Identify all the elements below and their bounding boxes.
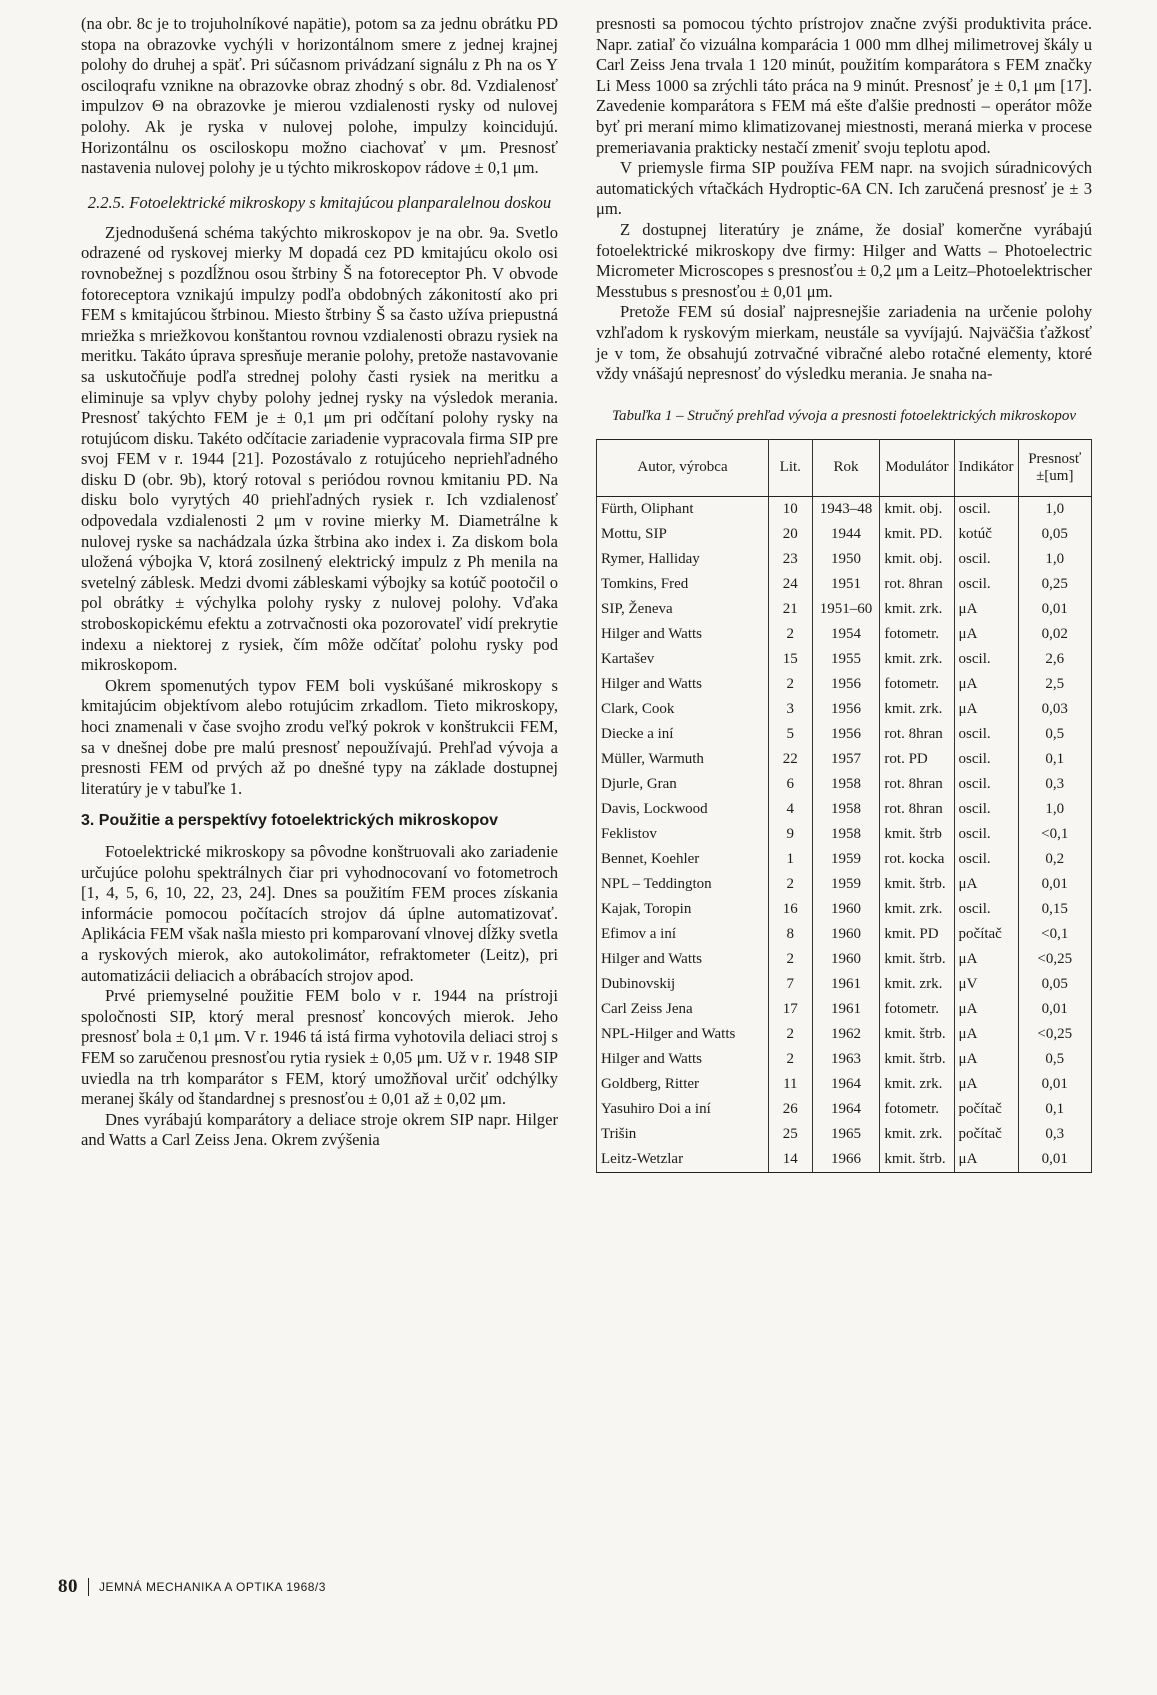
table-row — [597, 572, 1092, 597]
table-cell: Hilger and Watts — [597, 1047, 769, 1072]
table-cell: μA — [954, 1147, 1018, 1173]
section-title: 2.2.5. Fotoelektrické mikroskopy s kmitajúcou planparalelnou doskou — [87, 192, 552, 212]
table-cell: oscil. — [954, 797, 1018, 822]
table-cell: Hilger and Watts — [597, 672, 769, 697]
column-header: Modulátor — [880, 439, 954, 496]
table-cell: 1,0 — [1018, 547, 1091, 572]
table-cell: μA — [954, 1022, 1018, 1047]
table-cell: 1951 — [812, 572, 880, 597]
table-cell: kmit. zrk. — [880, 897, 954, 922]
table-cell: kmit. zrk. — [880, 647, 954, 672]
table-cell: 2 — [769, 622, 813, 647]
paragraph: Prvé priemyselné použitie FEM bolo v r. 1944 na prístroji spoločnosti SIP, ktorý meral presnosť koncových mierok. Jeho presnosť bola ± 0,1 μm. V r. 1946 tá istá firma vyhotovila deliaci stroj s FEM so zaručenou presnosťou rytia rysiek ± 0,05 μm. Už v r. 1948 SIP uviedla na trh komparátor s FEM, ktorý umožňoval určiť odchýlky meranej škály od štandardnej s presnosťou ± 0,01 až ± 0,02 μm. — [81, 986, 558, 1109]
table-cell: Müller, Warmuth — [597, 747, 769, 772]
table-cell: kmit. obj. — [880, 547, 954, 572]
table-cell: 1966 — [812, 1147, 880, 1173]
table-cell: μA — [954, 622, 1018, 647]
table-cell: Djurle, Gran — [597, 772, 769, 797]
table-cell: 1 — [769, 847, 813, 872]
table-cell: kmit. obj. — [880, 496, 954, 522]
table-cell: kmit. štrb. — [880, 1147, 954, 1173]
table-cell: rot. 8hran — [880, 572, 954, 597]
paragraph: V priemysle firma SIP používa FEM napr. na svojich súradnicových automatických vŕtačkách Hydroptic-6A CN. Ich zaručená presnosť je ± 3 μm. — [596, 158, 1092, 219]
table-cell: 0,1 — [1018, 747, 1091, 772]
table-cell: počítač — [954, 922, 1018, 947]
table-cell: 17 — [769, 997, 813, 1022]
column-header: Presnosť ±[um] — [1018, 439, 1091, 496]
table-cell: fotometr. — [880, 997, 954, 1022]
table-body — [597, 496, 1092, 1172]
table-cell: 1960 — [812, 897, 880, 922]
table-cell: Mottu, SIP — [597, 522, 769, 547]
table-caption: Tabuľka 1 – Stručný prehľad vývoja a presnosti fotoelektrických mikroskopov — [611, 407, 1076, 424]
table-cell: rot. 8hran — [880, 772, 954, 797]
table-cell: kmit. štrb. — [880, 947, 954, 972]
table-cell: 2,5 — [1018, 672, 1091, 697]
table-cell: rot. 8hran — [880, 797, 954, 822]
paragraph: Z dostupnej literatúry je známe, že dosiaľ komerčne vyrábajú fotoelektrické mikroskopy dve firmy: Hilger and Watts – Photoelectric Micrometer Microscopes s presnosťou ± 0,2 μm a Leitz–Photoelektrischer Messtubus s presnosťou ± 0,01 μm. — [596, 219, 1092, 301]
table-cell: 0,03 — [1018, 697, 1091, 722]
table-cell: oscil. — [954, 572, 1018, 597]
table-cell: NPL-Hilger and Watts — [597, 1022, 769, 1047]
table-cell: 0,15 — [1018, 897, 1091, 922]
table-cell: Davis, Lockwood — [597, 797, 769, 822]
table-cell: 1956 — [812, 672, 880, 697]
table-cell: 24 — [769, 572, 813, 597]
table-cell: NPL – Teddington — [597, 872, 769, 897]
table-cell: 22 — [769, 747, 813, 772]
table-cell: 0,05 — [1018, 522, 1091, 547]
table-cell: 14 — [769, 1147, 813, 1173]
table-cell: Clark, Cook — [597, 697, 769, 722]
table-cell: oscil. — [954, 897, 1018, 922]
table-cell: kmit. zrk. — [880, 972, 954, 997]
table-cell: oscil. — [954, 647, 1018, 672]
table-cell: <0,1 — [1018, 922, 1091, 947]
table-cell: μA — [954, 672, 1018, 697]
paragraph: Dnes vyrábajú komparátory a deliace stroje okrem SIP napr. Hilger and Watts a Carl Zeiss Jena. Okrem zvýšenia — [81, 1109, 558, 1150]
table-cell: μA — [954, 947, 1018, 972]
table-row — [597, 697, 1092, 722]
table-row — [597, 947, 1092, 972]
table-cell: kmit. zrk. — [880, 697, 954, 722]
table-cell: 20 — [769, 522, 813, 547]
table-cell: 1960 — [812, 947, 880, 972]
table-cell: 2,6 — [1018, 647, 1091, 672]
table-cell: 8 — [769, 922, 813, 947]
table-cell: 1955 — [812, 647, 880, 672]
table-cell: 2 — [769, 1047, 813, 1072]
right-column — [596, 14, 1092, 1173]
table-header-row — [597, 439, 1092, 496]
table-cell: Leitz-Wetzlar — [597, 1147, 769, 1173]
table-cell: 1,0 — [1018, 797, 1091, 822]
column-header: Indikátor — [954, 439, 1018, 496]
table-cell: 1962 — [812, 1022, 880, 1047]
table-row — [597, 672, 1092, 697]
table-cell: 1951–60 — [812, 597, 880, 622]
table-row — [597, 522, 1092, 547]
table-cell: oscil. — [954, 496, 1018, 522]
table-cell: 0,3 — [1018, 772, 1091, 797]
column-header: Lit. — [769, 439, 813, 496]
section-heading: 3. Použitie a perspektívy fotoelektrických mikroskopov — [81, 812, 499, 830]
table-cell: 0,02 — [1018, 622, 1091, 647]
table-cell: Kartašev — [597, 647, 769, 672]
column-header: Rok — [812, 439, 880, 496]
table-cell: 0,01 — [1018, 597, 1091, 622]
table-cell: 1944 — [812, 522, 880, 547]
table-cell: 1958 — [812, 772, 880, 797]
table-cell: <0,25 — [1018, 1022, 1091, 1047]
table-cell: μA — [954, 597, 1018, 622]
table-cell: μA — [954, 1047, 1018, 1072]
left-column — [81, 14, 558, 1151]
table-cell: Tomkins, Fred — [597, 572, 769, 597]
table-cell: oscil. — [954, 772, 1018, 797]
table-cell: Yasuhiro Doi a iní — [597, 1097, 769, 1122]
table-row — [597, 597, 1092, 622]
table-cell: 1958 — [812, 797, 880, 822]
table-cell: počítač — [954, 1097, 1018, 1122]
footer-divider — [88, 1578, 89, 1596]
table-row — [597, 1072, 1092, 1097]
table-row — [597, 1047, 1092, 1072]
table-cell: Goldberg, Ritter — [597, 1072, 769, 1097]
table-cell: oscil. — [954, 822, 1018, 847]
table-cell: 11 — [769, 1072, 813, 1097]
table-cell: rot. PD — [880, 747, 954, 772]
table-cell: kmit. zrk. — [880, 1072, 954, 1097]
table-cell: 0,25 — [1018, 572, 1091, 597]
page-number: 80 — [58, 1576, 78, 1597]
table-cell: Kajak, Toropin — [597, 897, 769, 922]
table-cell: 16 — [769, 897, 813, 922]
table-cell: kmit. štrb — [880, 822, 954, 847]
table-cell: kmit. PD — [880, 922, 954, 947]
table-cell: 25 — [769, 1122, 813, 1147]
table-cell: 1964 — [812, 1072, 880, 1097]
table-row — [597, 1097, 1092, 1122]
table-cell: 15 — [769, 647, 813, 672]
table-cell: 1956 — [812, 722, 880, 747]
table-cell: Carl Zeiss Jena — [597, 997, 769, 1022]
table-cell: 2 — [769, 1022, 813, 1047]
overview-table — [596, 439, 1092, 1173]
table-cell: 9 — [769, 822, 813, 847]
table-cell: μA — [954, 872, 1018, 897]
table-cell: μA — [954, 1072, 1018, 1097]
table-row — [597, 772, 1092, 797]
column-header: Autor, výrobca — [597, 439, 769, 496]
paragraph: presnosti sa pomocou týchto prístrojov značne zvýši produktivita práce. Napr. zatiaľ čo vizuálna komparácia 1 000 mm dlhej milimetrovej škály u Carl Zeiss Jena trvala 1 120 minút, použitím komparátora s FEM značky Li Mess 1000 sa zrýchli táto práca na 9 minút. Presnosť je ± 0,1 μm [17]. Zavedenie komparátora s FEM má ešte ďalšie prednosti – operátor môže byť pri meraní mimo klimatizovanej miestnosti, meraná mierka v procese premeriavania prakticky nestačí zmeniť svoju teplotu apod. — [596, 14, 1092, 157]
table-cell: kmit. zrk. — [880, 597, 954, 622]
table-cell: μV — [954, 972, 1018, 997]
table-cell: oscil. — [954, 847, 1018, 872]
table-cell: 0,01 — [1018, 1147, 1091, 1173]
table-cell: 1,0 — [1018, 496, 1091, 522]
table-cell: 1961 — [812, 997, 880, 1022]
table-cell: Dubinovskij — [597, 972, 769, 997]
table-row — [597, 822, 1092, 847]
table-cell: 7 — [769, 972, 813, 997]
table-cell: fotometr. — [880, 1097, 954, 1122]
table-cell: oscil. — [954, 722, 1018, 747]
table-cell: kmit. štrb. — [880, 872, 954, 897]
table-cell: Rymer, Halliday — [597, 547, 769, 572]
table-cell: počítač — [954, 1122, 1018, 1147]
table-cell: 0,5 — [1018, 1047, 1091, 1072]
table-row — [597, 997, 1092, 1022]
table-cell: 6 — [769, 772, 813, 797]
table-cell: Trišin — [597, 1122, 769, 1147]
paragraph: Fotoelektrické mikroskopy sa pôvodne konštruovali ako zariadenie určujúce polohu spektrálnych čiar pri vyhodnocovaní vo fotometroch [1, 4, 5, 6, 10, 22, 23, 24]. Dnes sa použitím FEM proces získania informácie pomocou počítacích strojov dá úplne automatizovať. Aplikácia FEM však našla miesto pri komparovaní vlnovej dĺžky svetla a ryskových mierok, ako autokolimátor, refraktometer (Leitz), pri automatizácii deliacich a obrábacích strojov apod. — [81, 841, 558, 985]
table-cell: 0,2 — [1018, 847, 1091, 872]
table-cell: μA — [954, 997, 1018, 1022]
table-row — [597, 547, 1092, 572]
paragraph: Pretože FEM sú dosiaľ najpresnejšie zariadenia na určenie polohy vzhľadom k ryskovým mierkam, neustále sa vyvíjajú. Najväčšia ťažkosť je v tom, že obsahujú zotrvačné vibračné alebo rotačné elementy, ktoré vždy vnášajú nepresnosť do výsledku merania. Je snaha na- — [596, 302, 1092, 384]
table-cell: 1956 — [812, 697, 880, 722]
table-cell: Bennet, Koehler — [597, 847, 769, 872]
table-row — [597, 722, 1092, 747]
table-cell: 1959 — [812, 872, 880, 897]
table-cell: rot. kocka — [880, 847, 954, 872]
table-cell: Feklistov — [597, 822, 769, 847]
table-cell: Diecke a iní — [597, 722, 769, 747]
table-cell: 2 — [769, 872, 813, 897]
table-cell: <0,25 — [1018, 947, 1091, 972]
table-cell: 1964 — [812, 1097, 880, 1122]
paragraph: Okrem spomenutých typov FEM boli vyskúšané mikroskopy s kmitajúcim objektívom alebo rotujúcim zrkadlom. Tieto mikroskopy, hoci znamenali v čase svojho zrodu veľký pokrok v konštrukcii FEM, sa v dnešnej dobe pre malú presnosť nepoužívajú. Prehľad vývoja a presnosti FEM od prvých až po dnešné typy na základe dostupnej literatúry je v tabuľke 1. — [81, 675, 558, 798]
table-row — [597, 1022, 1092, 1047]
table-cell: 1961 — [812, 972, 880, 997]
table-cell: 0,05 — [1018, 972, 1091, 997]
table-row — [597, 972, 1092, 997]
table-cell: oscil. — [954, 547, 1018, 572]
table-cell: 1943–48 — [812, 496, 880, 522]
table-cell: 0,01 — [1018, 872, 1091, 897]
table-cell: kmit. zrk. — [880, 1122, 954, 1147]
journal-name: JEMNÁ MECHANIKA A OPTIKA 1968/3 — [99, 1580, 326, 1594]
table-cell: fotometr. — [880, 672, 954, 697]
table-cell: rot. 8hran — [880, 722, 954, 747]
table-cell: 0,5 — [1018, 722, 1091, 747]
paragraph: Zjednodušená schéma takýchto mikroskopov je na obr. 9a. Svetlo odrazené od ryskovej mierky M dopadá cez PD kmitajúcu okolo osi rovnobežnej s pozdĺžnou osou štrbiny Š na fotoreceptor Ph. V obvode fotoreceptora vznikajú impulzy podľa obdobných zákonitostí ako pri FEM s kmitajúcou štrbinou. Miesto štrbiny Š sa často užíva priepustná mriežka s mriežkovou konštantou rovnou vzdialenosti obrazu rysiek na meritku. Takáto úprava spresňuje meranie polohy, pretože nastavovanie sa uskutočňuje podľa strednej polohy časti rysiek na meritku a eliminuje sa vplyv chyby polohy jednej rysky na výsledok merania. Presnosť takýchto FEM je ± 0,1 μm pri odčítaní polohy rysky na rotujúcom disku. Takéto odčítacie zariadenie vypracovala firma SIP pre svoj FEM v r. 1944 [21]. Pozostávalo z rotujúceho nepriehľadného disku D (obr. 9b), ktorý rotoval s periódou rovnou kmitaniu PD. Na disku bolo vyrytých 40 priehľadných rysiek r. Ich vzdialenosť odpovedala vzdialenosti 2 μm v rovine mierky M. Diametrálne k nulovej ryske sa nachádzala úzka štrbina ako index i. Za diskom bola uložená výbojka V, ktorá zosilnený elektrický impulz z Ph menila na svetelný záblesk. Medzi dvomi zábleskami výbojky sa kotúč pootočil o pol obrátky ± výchylka polohy rysky z nulovej polohy. Vďaka stroboskopickému efektu a zotrvačnosti oka pozorovateľ vidí prekrytie indexu a niektorej z rysiek, čím môže odčítať polohu rysky pod mikroskopom. — [81, 222, 558, 675]
table-cell: μA — [954, 697, 1018, 722]
table-cell: 0,3 — [1018, 1122, 1091, 1147]
table-row — [597, 496, 1092, 522]
table-cell: 1959 — [812, 847, 880, 872]
table-row — [597, 647, 1092, 672]
table-cell: kmit. štrb. — [880, 1022, 954, 1047]
table-cell: 1958 — [812, 822, 880, 847]
table-cell: 0,1 — [1018, 1097, 1091, 1122]
table-row — [597, 1147, 1092, 1173]
table-cell: kmit. PD. — [880, 522, 954, 547]
table-row — [597, 622, 1092, 647]
table-cell: kmit. štrb. — [880, 1047, 954, 1072]
table-cell: 26 — [769, 1097, 813, 1122]
table-cell: oscil. — [954, 747, 1018, 772]
table-cell: 5 — [769, 722, 813, 747]
table-row — [597, 872, 1092, 897]
table-row — [597, 922, 1092, 947]
table-cell: 0,01 — [1018, 997, 1091, 1022]
table-cell: Hilger and Watts — [597, 622, 769, 647]
table-cell: Efimov a iní — [597, 922, 769, 947]
table-cell: kotúč — [954, 522, 1018, 547]
table-cell: SIP, Ženeva — [597, 597, 769, 622]
table-cell: 4 — [769, 797, 813, 822]
page-footer — [58, 1576, 326, 1598]
table-cell: 0,01 — [1018, 1072, 1091, 1097]
table-cell: 1950 — [812, 547, 880, 572]
table-row — [597, 847, 1092, 872]
table-cell: 2 — [769, 672, 813, 697]
table-row — [597, 1122, 1092, 1147]
table-cell: 3 — [769, 697, 813, 722]
table-cell: fotometr. — [880, 622, 954, 647]
table-cell: 1957 — [812, 747, 880, 772]
table-cell: 23 — [769, 547, 813, 572]
table-cell: 1963 — [812, 1047, 880, 1072]
table-cell: 2 — [769, 947, 813, 972]
paragraph: (na obr. 8c je to trojuholníkové napätie), potom sa za jednu obrátku PD stopa na obrazovke vychýli v horizontálnom smere z jednej krajnej polohy do druhej a späť. Pri súčasnom privádzaní signálu z Ph na os Y osciloqrafu vznikne na obrazovke obraz zhodný s obr. 8d. Vzdialenosť impulzov Θ na obrazovke je mierou vzdialenosti rysky od nulovej polohy. Ak je ryska v nulovej polohe, impulzy koincidujú. Horizontálnu os osciloskopu možno ciachovať v μm. Presnosť nastavenia nulovej polohy je u týchto mikroskopov rádove ± 0,1 μm. — [81, 14, 558, 178]
table-cell: 1954 — [812, 622, 880, 647]
table-cell: 21 — [769, 597, 813, 622]
table-cell: 1965 — [812, 1122, 880, 1147]
table-cell: 1960 — [812, 922, 880, 947]
table-cell: Fürth, Oliphant — [597, 496, 769, 522]
table-cell: 10 — [769, 496, 813, 522]
table-row — [597, 897, 1092, 922]
table-cell: <0,1 — [1018, 822, 1091, 847]
table-cell: Hilger and Watts — [597, 947, 769, 972]
table-row — [597, 797, 1092, 822]
table-row — [597, 747, 1092, 772]
